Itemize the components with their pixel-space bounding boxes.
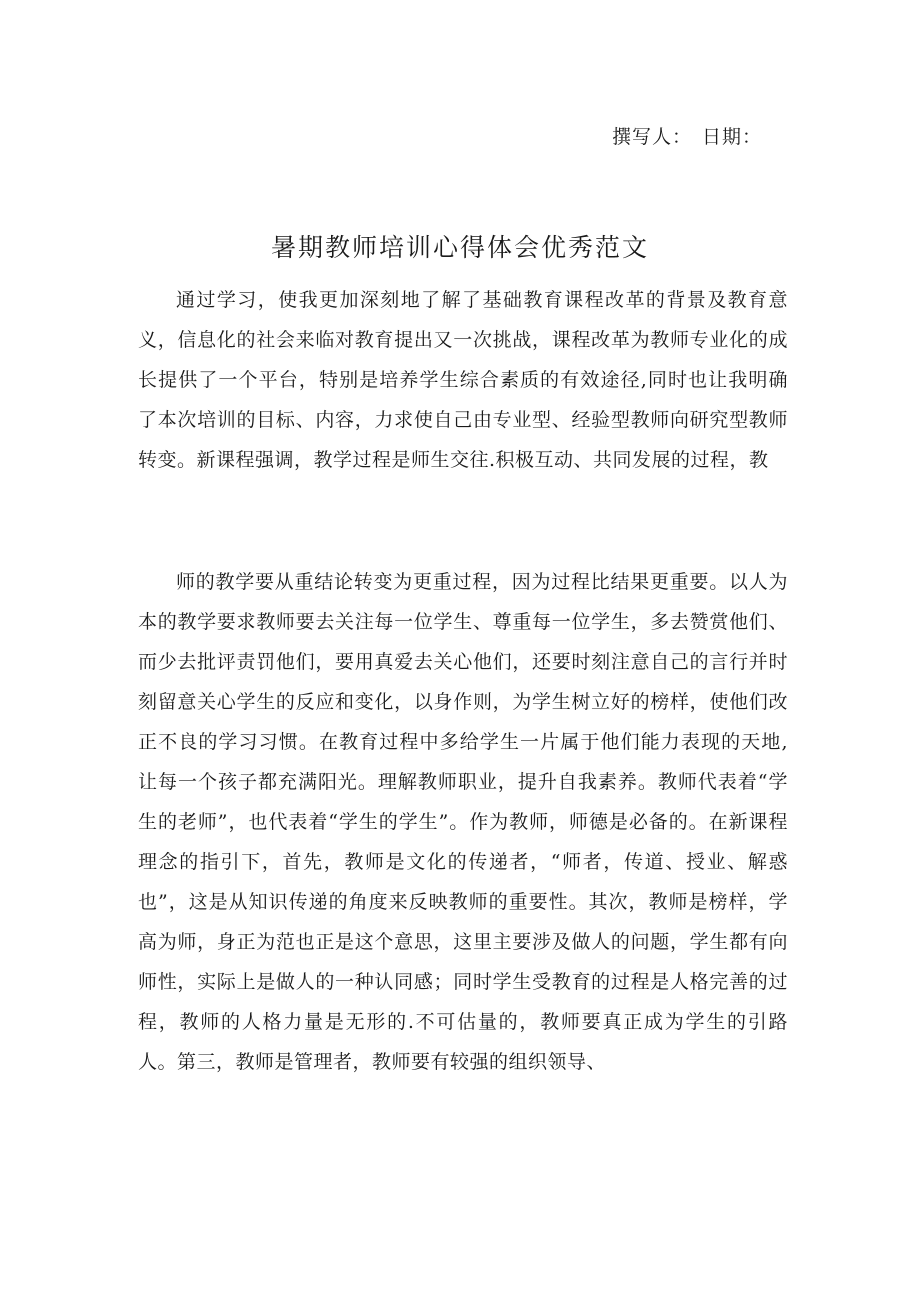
document-title: 暑期教师培训心得体会优秀范文	[270, 233, 649, 262]
paragraph-1-block	[138, 280, 788, 480]
date-label: 日期：	[702, 126, 763, 148]
paragraph: 师的教学要从重结论转变为更重过程，因为过程比结果更重要。以人为本的教学要求教师要去关注每一位学生、尊重每一位学生，多去赞赏他们、而少去批评责罚他们，要用真爱去关心他们，还要时刻注意自己的言行并时刻留意关心学生的反应和变化，以身作则，为学生树立好的榜样，使他们改正不良的学习习惯。在教育过程中多给学生一片属于他们能力表现的天地,让每一个孩子都充满阳光。理解教师职业，提升自我素养。教师代表着“学生的老师”，也代表着“学生的学生”。作为教师，师德是必备的。在新课程理念的指引下，首先，教师是文化的传递者，“师者，传道、授业、解惑也”，这是从知识传递的角度来反映教师的重要性。其次，教师是榜样，学高为师，身正为范也正是这个意思，这里主要涉及做人的问题，学生都有向师性，实际上是做人的一种认同感；同时学生受教育的过程是人格完善的过程，教师的人格力量是无形的.不可估量的，教师要真正成为学生的引路人。第三，教师是管理者，教师要有较强的组织领导、	[138, 571, 788, 1073]
paragraph-2-block	[138, 562, 788, 1082]
author-date-line	[612, 122, 762, 149]
paragraph: 通过学习，使我更加深刻地了解了基础教育课程改革的背景及教育意义，信息化的社会来临对教育提出又一次挑战，课程改革为教师专业化的成长提供了一个平台，特别是培养学生综合素质的有效途径,同时也让我明确了本次培训的目标、内容，力求使自己由专业型、经验型教师向研究型教师转变。新课程强调，教学过程是师生交往.积极互动、共同发展的过程，教	[138, 289, 788, 471]
author-label: 撰写人：	[612, 126, 693, 148]
